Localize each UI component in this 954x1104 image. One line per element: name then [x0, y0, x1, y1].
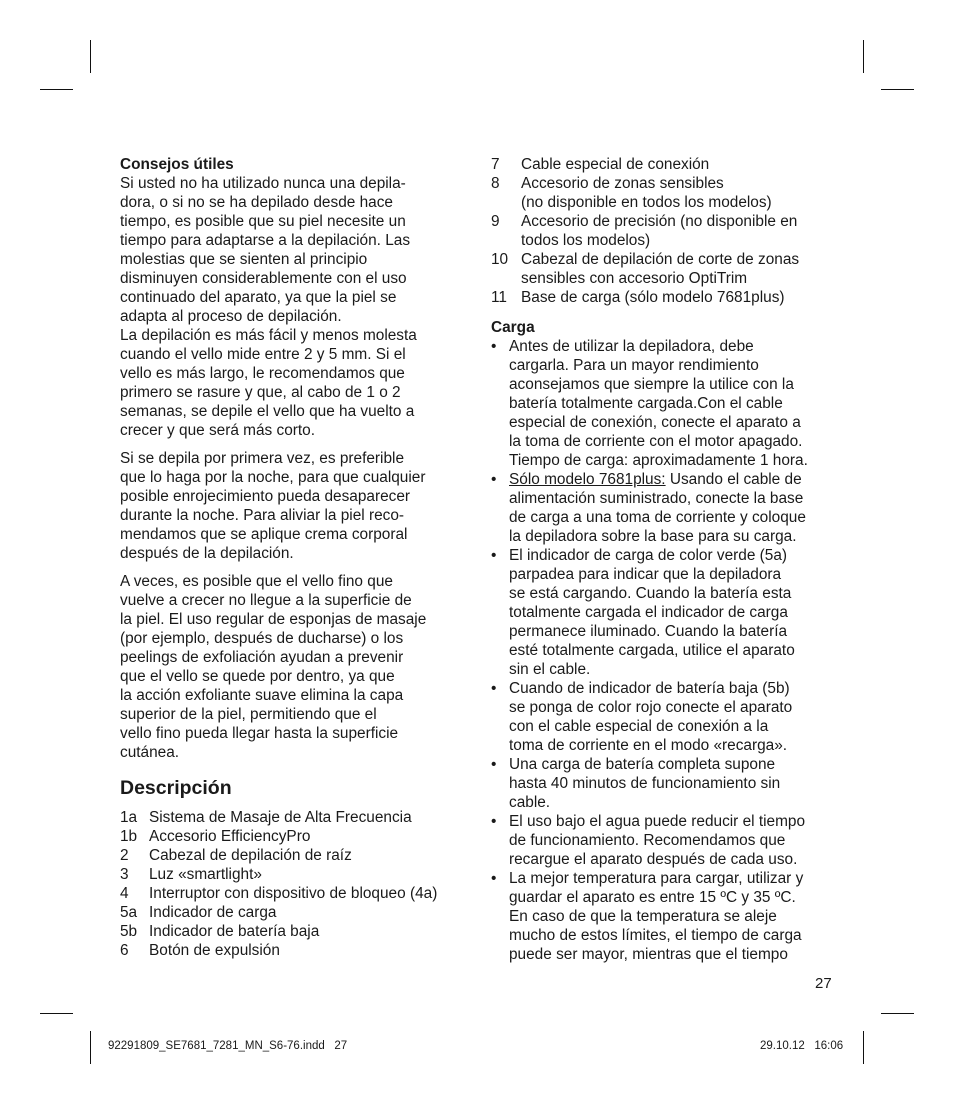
text-line: aconsejamos que siempre la utilice con la	[509, 376, 794, 393]
text-line: guardar el aparato es entre 15 ºC y 35 ºC.	[509, 889, 796, 906]
item-text	[521, 212, 797, 250]
crop-mark	[881, 1013, 914, 1014]
text-line: Cuando de indicador de batería baja (5b)	[509, 680, 790, 697]
bullet-mark: •	[491, 870, 497, 887]
left-column	[120, 155, 465, 960]
list-item	[120, 941, 465, 960]
text-line: mucho de estos límites, el tiempo de carga	[509, 927, 802, 944]
text-line: Accesorio de precisión (no disponible en	[521, 213, 798, 230]
text-line: sensibles con accesorio OptiTrim	[521, 270, 748, 287]
crop-mark	[90, 1031, 91, 1064]
bullet-text	[509, 546, 795, 679]
model-note: Sólo modelo 7681plus:	[509, 471, 666, 488]
list-item	[491, 174, 836, 212]
text-line: que el vello se quede por dentro, ya que	[120, 668, 395, 685]
item-number: 11	[491, 289, 507, 306]
list-item	[491, 212, 836, 250]
text-line: La depilación es más fácil y menos molesta	[120, 327, 417, 344]
crop-mark	[881, 89, 914, 90]
list-item	[120, 865, 465, 884]
text-line: crecer y que será más corto.	[120, 422, 316, 439]
text-line: todos los modelos)	[521, 232, 651, 249]
text-line: vello es más largo, le recomendamos que	[120, 365, 405, 382]
item-text	[521, 174, 772, 212]
bullet-mark: •	[491, 547, 497, 564]
bullet-mark: •	[491, 338, 497, 355]
text-line: la toma de corriente con el motor apagado.	[509, 433, 803, 450]
text-line: disminuyen considerablemente con el uso	[120, 270, 407, 287]
item-number: 2	[120, 847, 129, 864]
list-item	[120, 922, 465, 941]
list-item	[120, 903, 465, 922]
text-line: durante la noche. Para aliviar la piel reco-	[120, 507, 405, 524]
list-item	[120, 808, 465, 827]
bullet-item	[491, 546, 836, 679]
text-line: se ponga de color rojo conecte el aparato	[509, 699, 793, 716]
text-line: con el cable especial de conexión a la	[509, 718, 769, 735]
text-line: vello fino pueda llegar hasta la superficie	[120, 725, 399, 742]
text-line: (por ejemplo, después de ducharse) o los	[120, 630, 404, 647]
bullet-item	[491, 869, 836, 964]
text-line: vuelve a crecer no llegue a la superficie de	[120, 592, 412, 609]
text-line: Tiempo de carga: aproximadamente 1 hora.	[509, 452, 808, 469]
item-number: 7	[491, 156, 500, 173]
text-line: El uso bajo el agua puede reducir el tiempo	[509, 813, 806, 830]
text-line: totalmente cargada el indicador de carga	[509, 604, 788, 621]
text-line: después de la depilación.	[120, 545, 294, 562]
bullet-mark: •	[491, 756, 497, 773]
text-line: semanas, se depile el vello que ha vuelto a	[120, 403, 415, 420]
text-line: Base de carga (sólo modelo 7681plus)	[521, 289, 785, 306]
item-number: 6	[120, 942, 129, 959]
text-line: El indicador de carga de color verde (5a)	[509, 547, 788, 564]
text-line: la piel. El uso regular de esponjas de masaje	[120, 611, 427, 628]
page-number: 27	[815, 975, 832, 992]
tips-paragraph-2	[120, 449, 465, 563]
text-line: Antes de utilizar la depiladora, debe	[509, 338, 754, 355]
text-line: hasta 40 minutos de funcionamiento sin	[509, 775, 781, 792]
crop-mark	[863, 1031, 864, 1064]
tips-heading: Consejos útiles	[120, 156, 234, 173]
bullet-item	[491, 337, 836, 470]
item-text: Indicador de batería baja	[149, 923, 320, 940]
bullet-text	[509, 679, 792, 755]
spacer	[491, 307, 836, 318]
text-fragment: Usando el cable de	[665, 471, 802, 488]
bullet-text	[509, 337, 808, 470]
list-item	[491, 155, 836, 174]
bullet-mark: •	[491, 471, 497, 488]
footer-file-info: 92291809_SE7681_7281_MN_S6-76.indd 27	[108, 1040, 348, 1052]
text-line: toma de corriente en el modo «recarga».	[509, 737, 788, 754]
text-line: la acción exfoliante suave elimina la capa	[120, 687, 404, 704]
item-text: Cabezal de depilación de raíz	[149, 847, 352, 864]
list-item	[491, 250, 836, 288]
item-text	[521, 250, 799, 288]
crop-mark	[863, 40, 864, 73]
text-line: Si usted no ha utilizado nunca una depila-	[120, 175, 406, 192]
bullet-item	[491, 755, 836, 812]
text-line: alimentación suministrado, conecte la base	[509, 490, 804, 507]
footer-timestamp: 29.10.12 16:06	[760, 1040, 844, 1052]
text-line: superior de la piel, permitiendo que el	[120, 706, 377, 723]
tips-paragraph-1	[120, 174, 465, 440]
item-text: Luz «smartlight»	[149, 866, 262, 883]
item-text	[521, 155, 709, 174]
text-line: recargue el aparato después de cada uso.	[509, 851, 798, 868]
text-line: A veces, es posible que el vello fino que	[120, 573, 393, 590]
list-item	[491, 288, 836, 307]
item-number: 1a	[120, 809, 138, 826]
text-line: mendamos que se aplique crema corporal	[120, 526, 408, 543]
text-line: Una carga de batería completa supone	[509, 756, 776, 773]
text-line: Cabezal de depilación de corte de zonas	[521, 251, 800, 268]
item-text: Indicador de carga	[149, 904, 277, 921]
bullet-item	[491, 812, 836, 869]
item-number: 9	[491, 213, 500, 230]
item-text	[521, 288, 785, 307]
charging-heading: Carga	[491, 319, 535, 336]
text-line: peelings de exfoliación ayudan a prevenir	[120, 649, 404, 666]
text-line: Cable especial de conexión	[521, 156, 710, 173]
text-line: que lo haga por la noche, para que cualquier	[120, 469, 426, 486]
text-line: cable.	[509, 794, 551, 811]
text-line: especial de conexión, conecte el aparato a	[509, 414, 801, 431]
item-number: 5a	[120, 904, 138, 921]
text-line: cuando el vello mide entre 2 y 5 mm. Si el	[120, 346, 406, 363]
text-line: parpadea para indicar que la depiladora	[509, 566, 782, 583]
text-line: La mejor temperatura para cargar, utilizar y	[509, 870, 804, 887]
bullet-mark: •	[491, 813, 497, 830]
item-text: Interruptor con dispositivo de bloqueo (4a)	[149, 885, 438, 902]
item-number: 1b	[120, 828, 138, 845]
bullet-item	[491, 679, 836, 755]
text-line: dora, o si no se ha depilado desde hace	[120, 194, 393, 211]
list-item	[120, 884, 465, 903]
bullet-text	[509, 869, 803, 964]
text-line: de carga a una toma de corriente y coloque	[509, 509, 806, 526]
text-line: tiempo, es posible que su piel necesite un	[120, 213, 406, 230]
text-line	[509, 470, 806, 489]
bullet-text	[509, 812, 805, 869]
text-line: la depiladora sobre la base para su carga.	[509, 528, 797, 545]
text-line: tiempo para adaptarse a la depilación. Las	[120, 232, 411, 249]
description-heading: Descripción	[120, 777, 232, 799]
charging-bullets	[491, 337, 836, 964]
text-line: posible enrojecimiento pueda desaparecer	[120, 488, 411, 505]
bullet-text	[509, 755, 780, 812]
text-line: (no disponible en todos los modelos)	[521, 194, 772, 211]
text-line: molestias que se sienten al principio	[120, 251, 368, 268]
text-line: batería totalmente cargada.Con el cable	[509, 395, 783, 412]
text-line: esté totalmente cargada, utilice el aparato	[509, 642, 795, 659]
text-line: primero se rasure y que, al cabo de 1 o 2	[120, 384, 401, 401]
text-line: Si se depila por primera vez, es preferible	[120, 450, 405, 467]
right-column	[491, 155, 836, 964]
tips-paragraph-3	[120, 572, 465, 762]
item-text: Sistema de Masaje de Alta Frecuencia	[149, 809, 412, 826]
text-line: sin el cable.	[509, 661, 591, 678]
bullet-text	[509, 470, 806, 546]
crop-mark	[40, 1013, 73, 1014]
text-line: Accesorio de zonas sensibles	[521, 175, 724, 192]
text-line: permanece iluminado. Cuando la batería	[509, 623, 788, 640]
text-line: En caso de que la temperatura se aleje	[509, 908, 777, 925]
parts-list	[120, 808, 465, 960]
text-line: adapta al proceso de depilación.	[120, 308, 342, 325]
item-number: 10	[491, 251, 509, 268]
text-line: puede ser mayor, mientras que el tiempo	[509, 946, 788, 963]
text-line: de funcionamiento. Recomendamos que	[509, 832, 786, 849]
text-line: cargarla. Para un mayor rendimiento	[509, 357, 759, 374]
text-line: cutánea.	[120, 744, 180, 761]
list-item	[120, 827, 465, 846]
item-text: Accesorio EfficiencyPro	[149, 828, 311, 845]
item-number: 5b	[120, 923, 138, 940]
item-number: 4	[120, 885, 129, 902]
parts-list-continued	[491, 155, 836, 307]
crop-mark	[90, 40, 91, 73]
text-line: continuado del aparato, ya que la piel se	[120, 289, 397, 306]
item-number: 8	[491, 175, 500, 192]
crop-mark	[40, 89, 73, 90]
bullet-item	[491, 470, 836, 546]
list-item	[120, 846, 465, 865]
item-text: Botón de expulsión	[149, 942, 280, 959]
text-line: se está cargando. Cuando la batería esta	[509, 585, 792, 602]
item-number: 3	[120, 866, 129, 883]
bullet-mark: •	[491, 680, 497, 697]
